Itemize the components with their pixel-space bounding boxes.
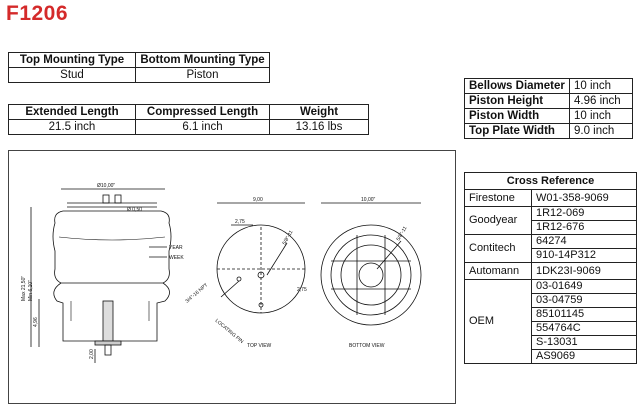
brand-firestone: Firestone (465, 190, 532, 207)
label-week: WEEK (169, 255, 184, 261)
dim-offset-b: 2,75 (297, 287, 307, 293)
header-weight: Weight (270, 105, 369, 120)
mounting-table (8, 52, 270, 83)
label-top-view: TOP VIEW (247, 343, 272, 349)
dim-label: Top Plate Width (465, 124, 570, 139)
extended-length-value: 21.5 inch (9, 120, 136, 135)
label-thread-left: 3/4"-16 NPT (184, 282, 210, 305)
dim-plate-diameter: Ø 0,50 (127, 207, 143, 213)
dim-value: 10 inch (570, 109, 633, 124)
dim-top-width: 9,00 (253, 197, 263, 203)
bottom-mounting-value: Piston (136, 68, 270, 83)
label-year: YEAR (169, 245, 183, 251)
dim-label: Piston Height (465, 94, 570, 109)
dim-max-height: Max 21,50" (21, 275, 27, 301)
brand-oem: OEM (465, 280, 532, 364)
dim-value: 9.0 inch (570, 124, 633, 139)
header-top-mounting: Top Mounting Type (9, 53, 136, 68)
bottom-view (321, 203, 421, 325)
top-mounting-value: Stud (9, 68, 136, 83)
dim-top-diameter: Ø10,00" (97, 183, 116, 189)
part-number: 1DK23I-9069 (532, 263, 637, 280)
label-bottom-view: BOTTOM VIEW (349, 343, 385, 349)
brand-contitech: Contitech (465, 235, 532, 263)
part-number: 554764C (532, 322, 637, 336)
dim-value: 10 inch (570, 79, 633, 94)
part-number: S-13031 (532, 336, 637, 350)
part-number: 03-01649 (532, 280, 637, 294)
compressed-length-value: 6.1 inch (136, 120, 270, 135)
part-number: 64274 (532, 235, 637, 249)
part-number: 1R12-069 (532, 207, 637, 221)
label-thread-bottom: 5/8"-11 (395, 225, 409, 242)
dim-min-height: Min 6,10" (28, 280, 34, 301)
side-view (31, 189, 171, 363)
brand-goodyear: Goodyear (465, 207, 532, 235)
part-number: W01-358-9069 (532, 190, 637, 207)
label-thread-right: 5/8"-11 (281, 229, 295, 246)
dim-label: Piston Width (465, 109, 570, 124)
part-number: 03-04759 (532, 294, 637, 308)
header-bottom-mounting: Bottom Mounting Type (136, 53, 270, 68)
dim-offset: 2,75 (235, 219, 245, 225)
dim-label: Bellows Diameter (465, 79, 570, 94)
dim-value: 4.96 inch (570, 94, 633, 109)
dim-stud-length: 2,00 (89, 349, 95, 359)
dim-piston-height: 4,96 (33, 317, 39, 327)
part-number: 1R12-676 (532, 221, 637, 235)
top-view (217, 203, 305, 313)
length-table (8, 104, 369, 135)
cross-reference-header: Cross Reference (465, 173, 637, 190)
weight-value: 13.16 lbs (270, 120, 369, 135)
part-number: AS9069 (532, 350, 637, 364)
header-extended-length: Extended Length (9, 105, 136, 120)
brand-automann: Automann (465, 263, 532, 280)
cross-reference-table (464, 172, 637, 364)
technical-drawing (8, 150, 456, 404)
header-compressed-length: Compressed Length (136, 105, 270, 120)
part-number: 910-14P312 (532, 249, 637, 263)
dimensions-table (464, 78, 633, 139)
dim-bottom-width: 10,00" (361, 197, 376, 203)
part-number: 85101145 (532, 308, 637, 322)
product-code: F1206 (6, 2, 69, 25)
label-locating-pin: LOCATING PIN (213, 317, 245, 345)
